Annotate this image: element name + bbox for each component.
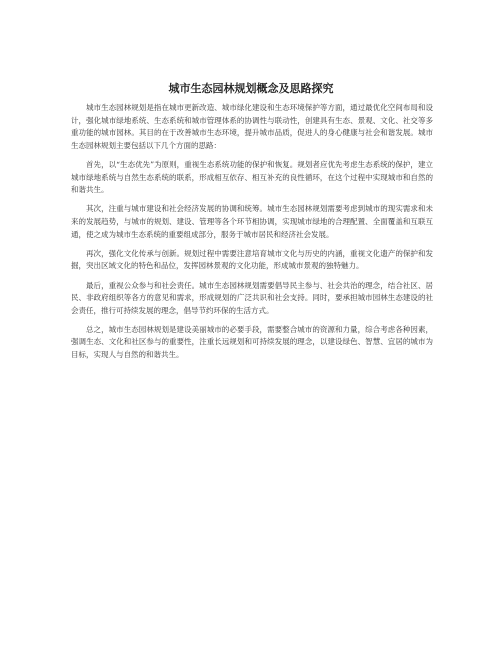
document-body	[71, 102, 433, 368]
paragraph-second: 其次，注重与城市建设和社会经济发展的协调和统筹。城市生态园林规划需要考虑到城市的现实需求和未来的发展趋势，与城市的规划、建设、管理等各个环节相协调，实现城市绿地的合理配置、全面覆盖和互联互通，使之成为城市生态系统的重要组成部分，服务于城市居民和经济社会发展。	[71, 204, 433, 239]
paragraph-conclusion: 总之，城市生态园林规划是建设美丽城市的必要手段，需要整合城市的资源和力量，综合考虑各种因素，强调生态、文化和社区参与的重要性，注重长远规划和可持续发展的理念，以建设绿色、智慧、宜居的城市为目标，实现人与自然的和谐共生。	[71, 324, 433, 360]
paragraph-third: 再次，强化文化传承与创新。规划过程中需要注意培育城市文化与历史的内涵，重视文化遗产的保护和发掘，突出区域文化的特色和品位，发挥园林景观的文化功能，形成城市景观的独特魅力。	[71, 248, 433, 271]
paragraph-first: 首先，以“生态优先”为原则，重视生态系统功能的保护和恢复。规划者应优先考虑生态系统的保护，建立城市绿地系统与自然生态系统的联系，形成相互依存、相互补充的良性循环，在这个过程中实现城市和自然的和谐共生。	[71, 159, 433, 195]
paragraph-intro: 城市生态园林规划是指在城市更新改造、城市绿化建设和生态环境保护等方面，通过最优化空间布局和设计，强化城市绿地系统、生态系统和城市管理体系的协调性与联动性，创建具有生态、景观、文化、社交等多重功能的城市园林。其目的在于改善城市生态环境，提升城市品质，促进人的身心健康与社会和谐发展。城市生态园林规划主要包括以下几个方面的思路：	[71, 103, 433, 150]
document-title: 城市生态园林规划概念及思路探究	[168, 82, 334, 95]
paragraph-fourth: 最后，重视公众参与和社会责任。城市生态园林规划需要倡导民主参与、社会共治的理念，结合社区、居民、非政府组织等各方的意见和需求，形成规划的广泛共识和社会支持。同时，要承担城市园林生态建设的社会责任，推行可持续发展的理念，倡导节约环保的生活方式。	[71, 280, 433, 315]
